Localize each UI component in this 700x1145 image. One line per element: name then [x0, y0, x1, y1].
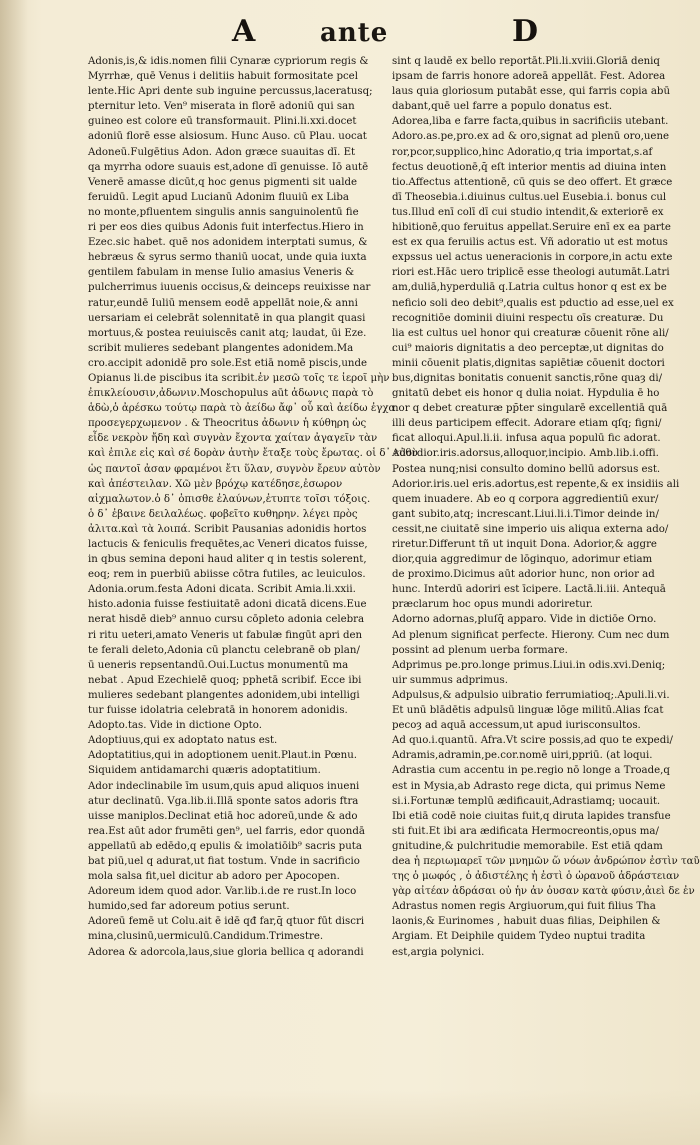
text-line: ficat alloqui.Apul.li.ii. infusa aqua populū fic adorat. — [392, 433, 661, 445]
text-line: lente.Hic Apri dente sub inguine percussus,laceratusq; — [88, 86, 373, 98]
text-line: Adoptiuus,qui ex adoptato natus est. — [88, 735, 278, 747]
text-line: uir summus adprimus. — [392, 674, 508, 686]
text-line: histo.adonia fuisse festiuitatē adoni dicatā dicens.Eue — [88, 599, 367, 611]
text-line: appellatū ab edēdo,q epulis & imolatiōib⁹ sacris puta — [88, 840, 362, 852]
text-line: ror,pcor,supplico,hinc Adoratio,q tria importat,s.af — [392, 146, 653, 158]
text-line: te ferali deleto,Adonia cū planctu celebranē ob plan/ — [88, 644, 360, 656]
gutter-shadow — [0, 0, 28, 1145]
text-line: tio.Affectus attentionē, cū quis se deo offert. Et græce — [392, 176, 673, 188]
text-line: Adpulsus,& adpulsio uibratio ferrumiatioq;.Apuli.li.vi. — [392, 689, 670, 701]
text-line: Adonia.orum.festa Adoni dicata. Scribit Amia.li.xxii. — [88, 584, 356, 596]
text-line: humido,sed far adoreum potius serunt. — [88, 901, 290, 913]
text-line: atur declinatū. Vga.lib.ii.Illā sponte satos adoris ftra — [88, 795, 359, 807]
text-line: Adprimus pe.pro.longe primus.Liui.in odis.xvi.Deniq; — [392, 659, 666, 671]
text-line: expssus uel actus ueneracionis in corpore,in actu exte — [392, 252, 673, 264]
text-line: lia est cultus uel honor qui creaturæ cōuenit rōne ali/ — [392, 327, 669, 339]
text-line: Adorea & adorcola,laus,siue gloria bellica q adorandi — [88, 946, 364, 958]
text-line: Adorea,liba e farre facta,quibus in sacrificiis utebant. — [392, 116, 669, 128]
text-line: Adordior.iris.adorsus,alloquor,incipio. Amb.lib.i.offi. — [392, 448, 659, 460]
text-line: Et unū blādētis adpulsū linguæ lōge militū.Alias fcat — [392, 705, 664, 717]
text-line: am,duliā,hyperduliā q.Latria cultus honor q est ex be — [392, 282, 667, 294]
text-line: dior,quia aggredimur de lōginquo, adorimur etiam — [392, 554, 653, 566]
text-line: cro.accipit adonidē pro sole.Est etiā nomē piscis,unde — [88, 357, 368, 369]
text-line: Venerē amasse dicūt,q hoc genus pigmenti sit ualde — [88, 176, 358, 188]
text-line: guineo est colore eū transformauit. Plini.li.xxi.docet — [88, 116, 357, 128]
text-line: dea ἡ περιωμαρεῖ τῶν μνημῶν ὥ νόων ἀνδρώπον ἐστὶν ταῦ — [392, 855, 700, 867]
text-line: gnitatū debet eis honor q dulia noiat. Hypdulia ē ho — [392, 388, 660, 400]
text-line: riretur.Differunt tñ ut inquit Dona. Adorior,& aggre — [392, 539, 657, 550]
text-line: de proximo.Dicimus aūt adorior hunc, non orior ad — [392, 569, 655, 581]
text-line: tur fuisse idolatria celebratā in honorem adonidis. — [88, 705, 348, 717]
text-line: hibitionē,quo feruitus appellat.Seruire enī ex ea parte — [392, 222, 671, 234]
text-line: tus.Illud enī colī dī cui studio intendit,& exteriorē ex — [392, 206, 664, 218]
text-line: possint ad plenum uerba formare. — [392, 644, 568, 656]
text-line: ū ueneris repsentandū.Oui.Luctus monumentū ma — [88, 659, 349, 671]
text-line: est ex qua feruilis actus est. Vñ adoratio ut est motus — [392, 237, 668, 249]
text-line: in qbus semina deponi haud aliter q in testis solerent, — [88, 554, 367, 566]
text-line: Adoro.as.pe,pro.ex ad & oro,signat ad plenū oro,uene — [392, 131, 670, 143]
text-line: Ibi etiā codē noie ciuitas fuit,q diruta lapides transfue — [392, 810, 671, 822]
text-line: uisse maniplos.Declinat etiā hoc adoreū,unde & ado — [88, 810, 358, 822]
text-line: γὰρ αἰτέαν ἀδράσαι οὐ ἡν ἀν ὀυσαν κατὰ φύσιν,ἀιεὶ δε ἐν — [392, 886, 695, 898]
text-line: αἰχμαλωτον.ὁ δ᾽ ὀπισθε ἐλαύνων,ἐτυπτε τοῖσι τόξοις. — [88, 493, 371, 505]
text-line: recognitiōe dominii diuini respectu oīs creaturæ. Du — [392, 312, 664, 324]
text-line: si.i.Fortunæ templū ædificauit,Adrastiamq; uocauit. — [392, 795, 661, 807]
text-line: Adramis,adramin,pe.cor.nomē uiri,ppriū. (at loqui. — [392, 750, 653, 762]
text-line: lactucis & feniculis frequētes,ac Veneri dicatos fuisse, — [88, 539, 368, 550]
header-initial-right: D — [512, 14, 539, 49]
text-line: Postea nunq;nisi consulto domino bellū adorsus est. — [392, 463, 661, 475]
text-line: feruidū. Legit apud Lucianū Adonim fluuiū ex Liba — [88, 191, 349, 203]
text-line: mola salsa fit,uel dicitur ab adoro per Apocopen. — [88, 871, 340, 883]
text-line: dī Theosebia.i.diuinus cultus.uel Eusebia.i. bonus cul — [392, 191, 667, 203]
text-line: Adoreum idem quod ador. Var.lib.i.de re rust.In loco — [88, 886, 357, 898]
text-line: Opianus li.de piscibus ita scribit.ἐν μεσῶ τοῖς τε ἱεροῖ μὴν — [88, 372, 390, 384]
text-line: nebat . Apud Ezechielē quoq; pphetā scribif. Ecce ibi — [88, 674, 362, 686]
text-line: της ὁ μωφός , ὁ ἀδιστέλης ἡ ἐστὶ ὁ ὠρανοῦ ἀδράστειαν — [392, 871, 680, 883]
text-line: ἐπικλείουσιν,ἀδωνιν.Moschopulus aūt ἀδωνις παρὰ τὸ — [88, 388, 374, 400]
text-line: pulcherrimus iuuenis occisus,& deinceps reuixisse nar — [88, 282, 371, 294]
text-line: Adoneū.Fulgētius Adon. Adon græce suauitas dī. Et — [88, 146, 356, 158]
text-line: Adorior.iris.uel eris.adortus,est repente,& ex insidiis ali — [392, 478, 680, 490]
text-line: sti fuit.Et ibi ara ædificata Hermocreontis,opus ma/ — [392, 825, 659, 837]
text-line: Ezec.sic habet. quē nos adonidem interptati sumus, & — [88, 237, 368, 249]
text-line: εἶδε νεκρὸν ἤδη καὶ συγνὰν ἔχοντα χαίταν ἀγαγεῖν τὰν — [88, 433, 378, 445]
text-line: Myrrhæ, quē Venus i delitiis habuit formositate pcel — [88, 71, 358, 83]
text-line: Adrastus nomen regis Argiuorum,qui fuit filius Tha — [392, 901, 656, 913]
text-line: nor q debet creaturæ pp̄ter singularē excellentiā quā — [392, 403, 668, 415]
text-line: cessit,ne ciuitatē sine imperio uis aliqua externa ado/ — [392, 523, 669, 535]
text-line: Ad plenum significat perfecte. Hierony. Cum nec dum — [392, 629, 670, 641]
text-line: Adoreū femē ut Colu.ait ē idē qđ far,q̄ qtuor fūt discri — [88, 916, 365, 928]
text-line: pecoȝ ad aquā accessum,ut apud iurisconsultos. — [392, 720, 641, 732]
text-line: mulieres sedebant plangentes adonidem,ubi intelligi — [88, 689, 360, 701]
text-line: bat piū,uel q adurat,ut fiat tostum. Vnde in sacrificio — [88, 855, 360, 867]
text-line: ri ritu ueteri,amato Veneris ut fabulæ fingūt apri den — [88, 629, 363, 641]
text-line: καὶ ἐπιλε εἰς καὶ σέ δορὰν ἀυτὴν ἔταξε τοὺς ἔρωτας. οἱ δ᾽ εὐθὺ — [88, 448, 418, 460]
text-line: quem inuadere. Ab eo q corpora aggredientiū exur/ — [392, 493, 659, 505]
text-line: Argiam. Et Deiphile quidem Tydeo nuptui tradita — [392, 931, 646, 943]
text-line: ἁδὼ,ὁ ἀρέσκω τούτῳ παρὰ τὸ ἀείδω ἄφ᾽ οὗ καὶ ἀείδω ἐγχα — [88, 403, 396, 415]
text-line: nerat hisdē dieb⁹ annuo cursu cōpleto adonia celebra — [88, 614, 365, 626]
text-line: mortuus,& postea reuiuiscēs canit atq; laudat, ūi Eze. — [88, 327, 367, 339]
text-line: mina,clusinū,uermiculū.Candidum.Trimestre. — [88, 931, 324, 943]
text-line: Adopto.tas. Vide in dictione Opto. — [88, 720, 262, 732]
text-line: cui⁹ maioris dignitatis a deo perceptæ,ut dignitas do — [392, 342, 664, 354]
text-line: laonis,& Eurinomes , habuit duas filias, Deiphilen & — [392, 916, 661, 928]
bottom-margin — [0, 1090, 700, 1145]
page-header — [0, 14, 700, 54]
text-line: Ad quo.i.quantū. Afra.Vt scire possis,ad quo te expedi/ — [392, 735, 673, 747]
right-column — [392, 54, 700, 960]
text-line: ratur,eundē Iuliū mensem eodē appellāt noie,& anni — [88, 297, 358, 309]
text-line: Ador indeclinabile īm usum,quis apud aliquos inueni — [88, 780, 360, 792]
text-line: qa myrrha odore suauis est,adone dī genuisse. Iō autē — [88, 161, 369, 173]
text-line: gant subito,atq; increscant.Liui.li.i.Timor deinde in/ — [392, 508, 659, 520]
text-line: Adoptatitius,qui in adoptionem uenit.Plaut.in Pœnu. — [88, 750, 358, 762]
text-line: est in Mysia,ab Adrasto rege dicta, qui primus Neme — [392, 780, 666, 792]
text-line: riori est.Hāc uero triplicē esse theologi autumāt.Latri — [392, 267, 670, 279]
text-line: Siquidem antidamarchi quæris adoptatitium. — [88, 765, 321, 777]
text-line: minii cōuenit platis,dignitas sapiētiæ cōuenit doctori — [392, 357, 665, 369]
text-line: dabant,quē uel farre a populo donatus est. — [392, 101, 613, 113]
text-line: illi deus participem effecit. Adorare etiam qſq; figni/ — [392, 418, 662, 430]
text-line: eoq; rem in puerbiū abiisse cōtra futiles, ac leuiculos. — [88, 569, 366, 581]
text-line: ipsam de farris honore adoreā appellāt. Fest. Adorea — [392, 71, 666, 83]
text-line: ὁ δ᾽ ἐβαινε δειλαλέως. φοβεῖτο κυθηρην. λέγει πρὸς — [88, 508, 358, 520]
text-line: ri per eos dies quibus Adonis fuit interfectus.Hiero in — [88, 222, 364, 234]
text-line: hunc. Interdū adoriri est īcipere. Lactā.li.iii. Antequā — [392, 584, 666, 596]
text-line: καὶ ἀπέστειλαν. Χῶ μὲν βρόχῳ κατέδησε,ἐσωρον — [88, 478, 343, 490]
text-line: προσεγερχωμενον . & Theocritus ἀδωνιν ἡ κύθηρη ὡς — [88, 418, 367, 430]
text-line: Adrastia cum accentu in pe.regio nō longe a Troade,q — [392, 765, 670, 777]
text-line: Adonis,is,& idis.nomen filii Cynaræ cypriorum regis & — [88, 56, 369, 67]
text-line: no monte,pfluentem singulis annis sanguinolentū fie — [88, 206, 359, 218]
text-line: rea.Est aūt ador frumēti gen⁹, uel farris, edor quondā — [88, 825, 365, 837]
text-line: adoniū florē esse alsiosum. Hunc Auso. cū Plau. uocat — [88, 131, 367, 143]
text-line: ἀλιτα.καὶ τὰ λοιπά. Scribit Pausanias adonidis hortos — [88, 523, 367, 535]
running-head: ante — [320, 18, 389, 48]
text-line: pternitur leto. Ven⁹ miserata in florē adoniū qui san — [88, 101, 355, 113]
text-line: hebræus & syrus sermo thaniū uocat, unde quia iuxta — [88, 252, 367, 264]
text-line: fectus deuotionē,q̄ eſt interior mentis ad diuina inten — [392, 161, 667, 173]
text-line: uersariam ei celebrāt solennitatē in qua plangit quasi — [88, 312, 366, 324]
text-line: ὡς παντοῖ ἀσαν φραμένοι ἔτι ὕλαν, συγνὸν ἔρευν αὐτὸν — [88, 463, 381, 475]
text-line: est,argia polynici. — [392, 946, 485, 958]
text-line: bus,dignitas bonitatis conuenit sanctis,rōne quaȝ di/ — [392, 372, 663, 384]
text-line: neficio soli deo debit⁹,qualis est pductio ad esse,uel ex — [392, 297, 674, 309]
left-column — [88, 54, 418, 960]
text-line: præclarum hoc opus mundi adoriretur. — [392, 599, 593, 611]
text-line: gentilem fabulam in mense Iulio amasius Veneris & — [88, 267, 355, 279]
text-line: laus quia gloriosum putabāt esse, qui farris copia abū — [392, 86, 671, 98]
text-line: Adorno adornas,pluſq̄ apparo. Vide in dictiōe Orno. — [392, 614, 657, 626]
text-line: scribit mulieres sedebant plangentes adonidem.Ma — [88, 342, 354, 354]
header-initial-left: A — [232, 14, 256, 49]
text-line: gnitudine,& pulchritudie memorabile. Est etiā qdam — [392, 840, 663, 852]
text-line: sint q laudē ex bello reportāt.Pli.li.xviii.Gloriā deniq — [392, 56, 660, 67]
